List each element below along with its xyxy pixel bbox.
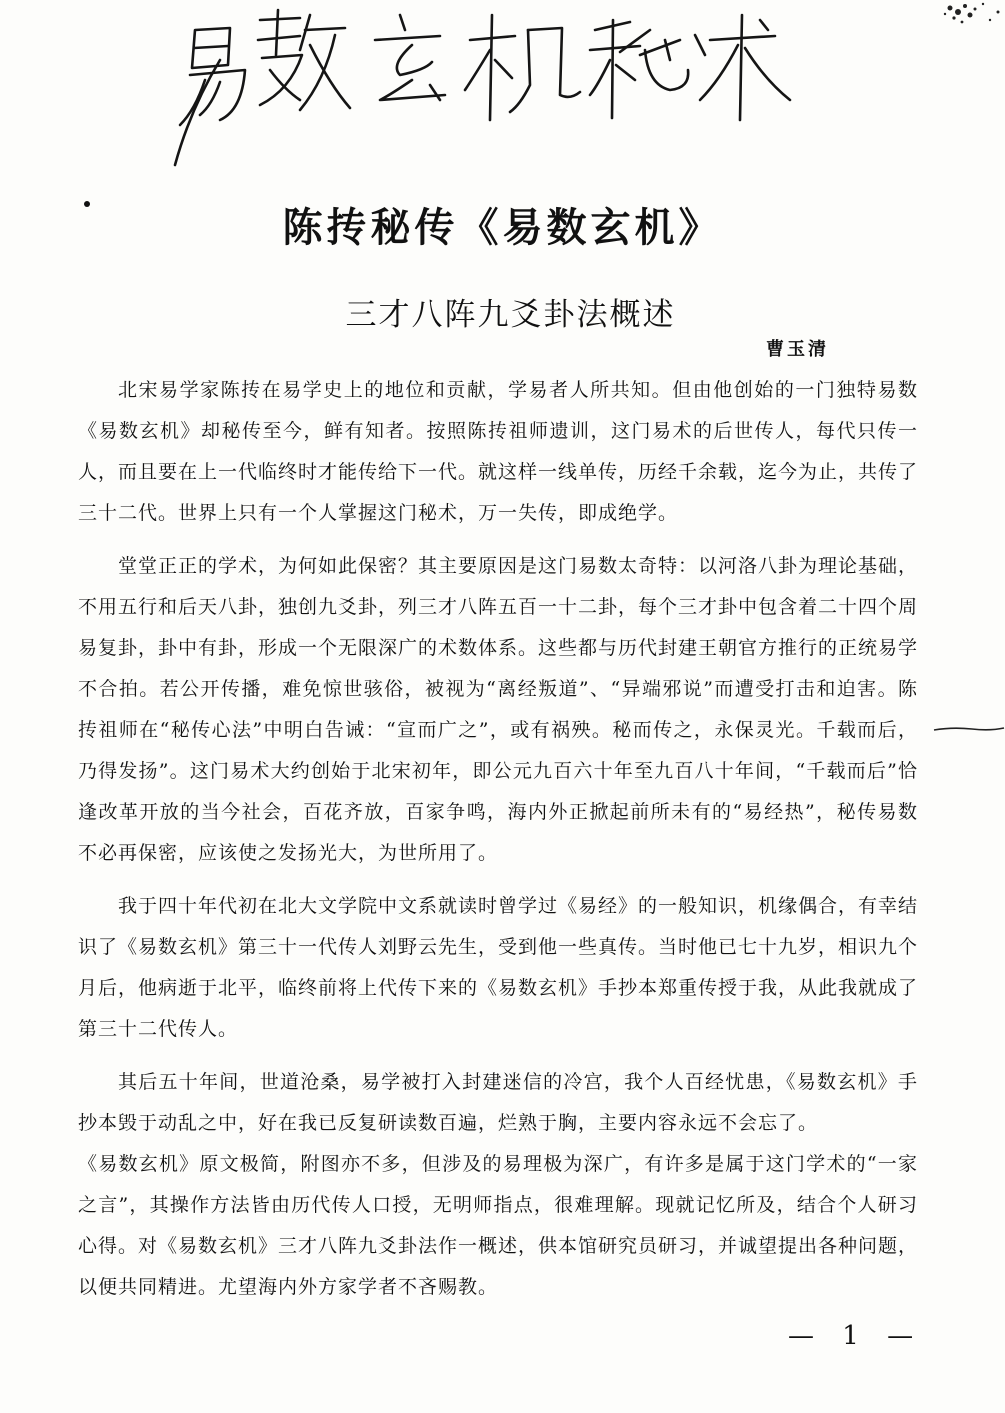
- paragraph-1: 北宋易学家陈抟在易学史上的地位和贡献，学易者人所共知。但由他创始的一门独特易数《易数玄机》却秘传至今，鲜有知者。按照陈抟祖师遗训，这门易术的后世传人，每代只传一人，而且要在上一代临终时才能传给下一代。就这样一线单传，历经千余载，迄今为止，共传了三十二代。世界上只有一个人掌握这门秘术，万一失传，即成绝学。: [78, 379, 919, 524]
- document-subtitle: 三才八阵九爻卦法概述: [345, 297, 676, 333]
- margin-dash-mark: [932, 722, 1005, 736]
- author-name: 曹玉清: [766, 339, 829, 360]
- scan-speckle-decoration: [930, 0, 1005, 40]
- document-title: 陈抟秘传《易数玄机》: [282, 204, 723, 251]
- paragraph-5: 《易数玄机》原文极简，附图亦不多，但涉及的易理极为深广，有许多是属于这门学术的“一家之言”，其操作方法皆由历代传人口授，无明师指点，很难理解。现就记忆所及，结合个人研习心得。对《易数玄机》三才八阵九爻卦法作一概述，供本馆研究员研习，并诚望提出各种问题，以便共同精进。尤望海内外方家学者不吝赐教。: [78, 1153, 919, 1298]
- handwritten-heading-drawing: [150, 0, 850, 175]
- paragraph-4: 其后五十年间，世道沧桑，易学被打入封建迷信的冷宫，我个人百经忧患，《易数玄机》手抄本毁于动乱之中，好在我已反复研读数百遍，烂熟于胸，主要内容永远不会忘了。: [78, 1071, 918, 1134]
- paragraph-3: 我于四十年代初在北大文学院中文系就读时曾学过《易经》的一般知识，机缘偶合，有幸结识了《易数玄机》第三十一代传人刘野云先生，受到他一些真传。当时他已七十九岁，相识九个月后，他病逝于北平，临终前将上代传下来的《易数玄机》手抄本郑重传授于我，从此我就成了第三十二代传人。: [78, 895, 919, 1040]
- article-body: [78, 370, 918, 1320]
- paragraph-2: 堂堂正正的学术，为何如此保密？其主要原因是这门易数太奇特：以河洛八卦为理论基础，不用五行和后天八卦，独创九爻卦，列三才八阵五百一十二卦，每个三才卦中包含着二十四个周易复卦，卦中有卦，形成一个无限深广的术数体系。这些都与历代封建王朝官方推行的正统易学不合拍。若公开传播，难免惊世骇俗，被视为“离经叛道”、“异端邪说”而遭受打击和迫害。陈抟祖师在“秘传心法”中明白告诫：“宣而广之”，或有祸殃。秘而传之，永保灵光。千载而后，乃得发扬”。这门易术大约创始于北宋初年，即公元九百六十年至九百八十年间，“千载而后”恰逢改革开放的当今社会，百花齐放，百家争鸣，海内外正掀起前所未有的“易经热”，秘传易数不必再保密，应该使之发扬光大，为世所用了。: [78, 555, 919, 864]
- page-number: — 1 —: [788, 1321, 924, 1351]
